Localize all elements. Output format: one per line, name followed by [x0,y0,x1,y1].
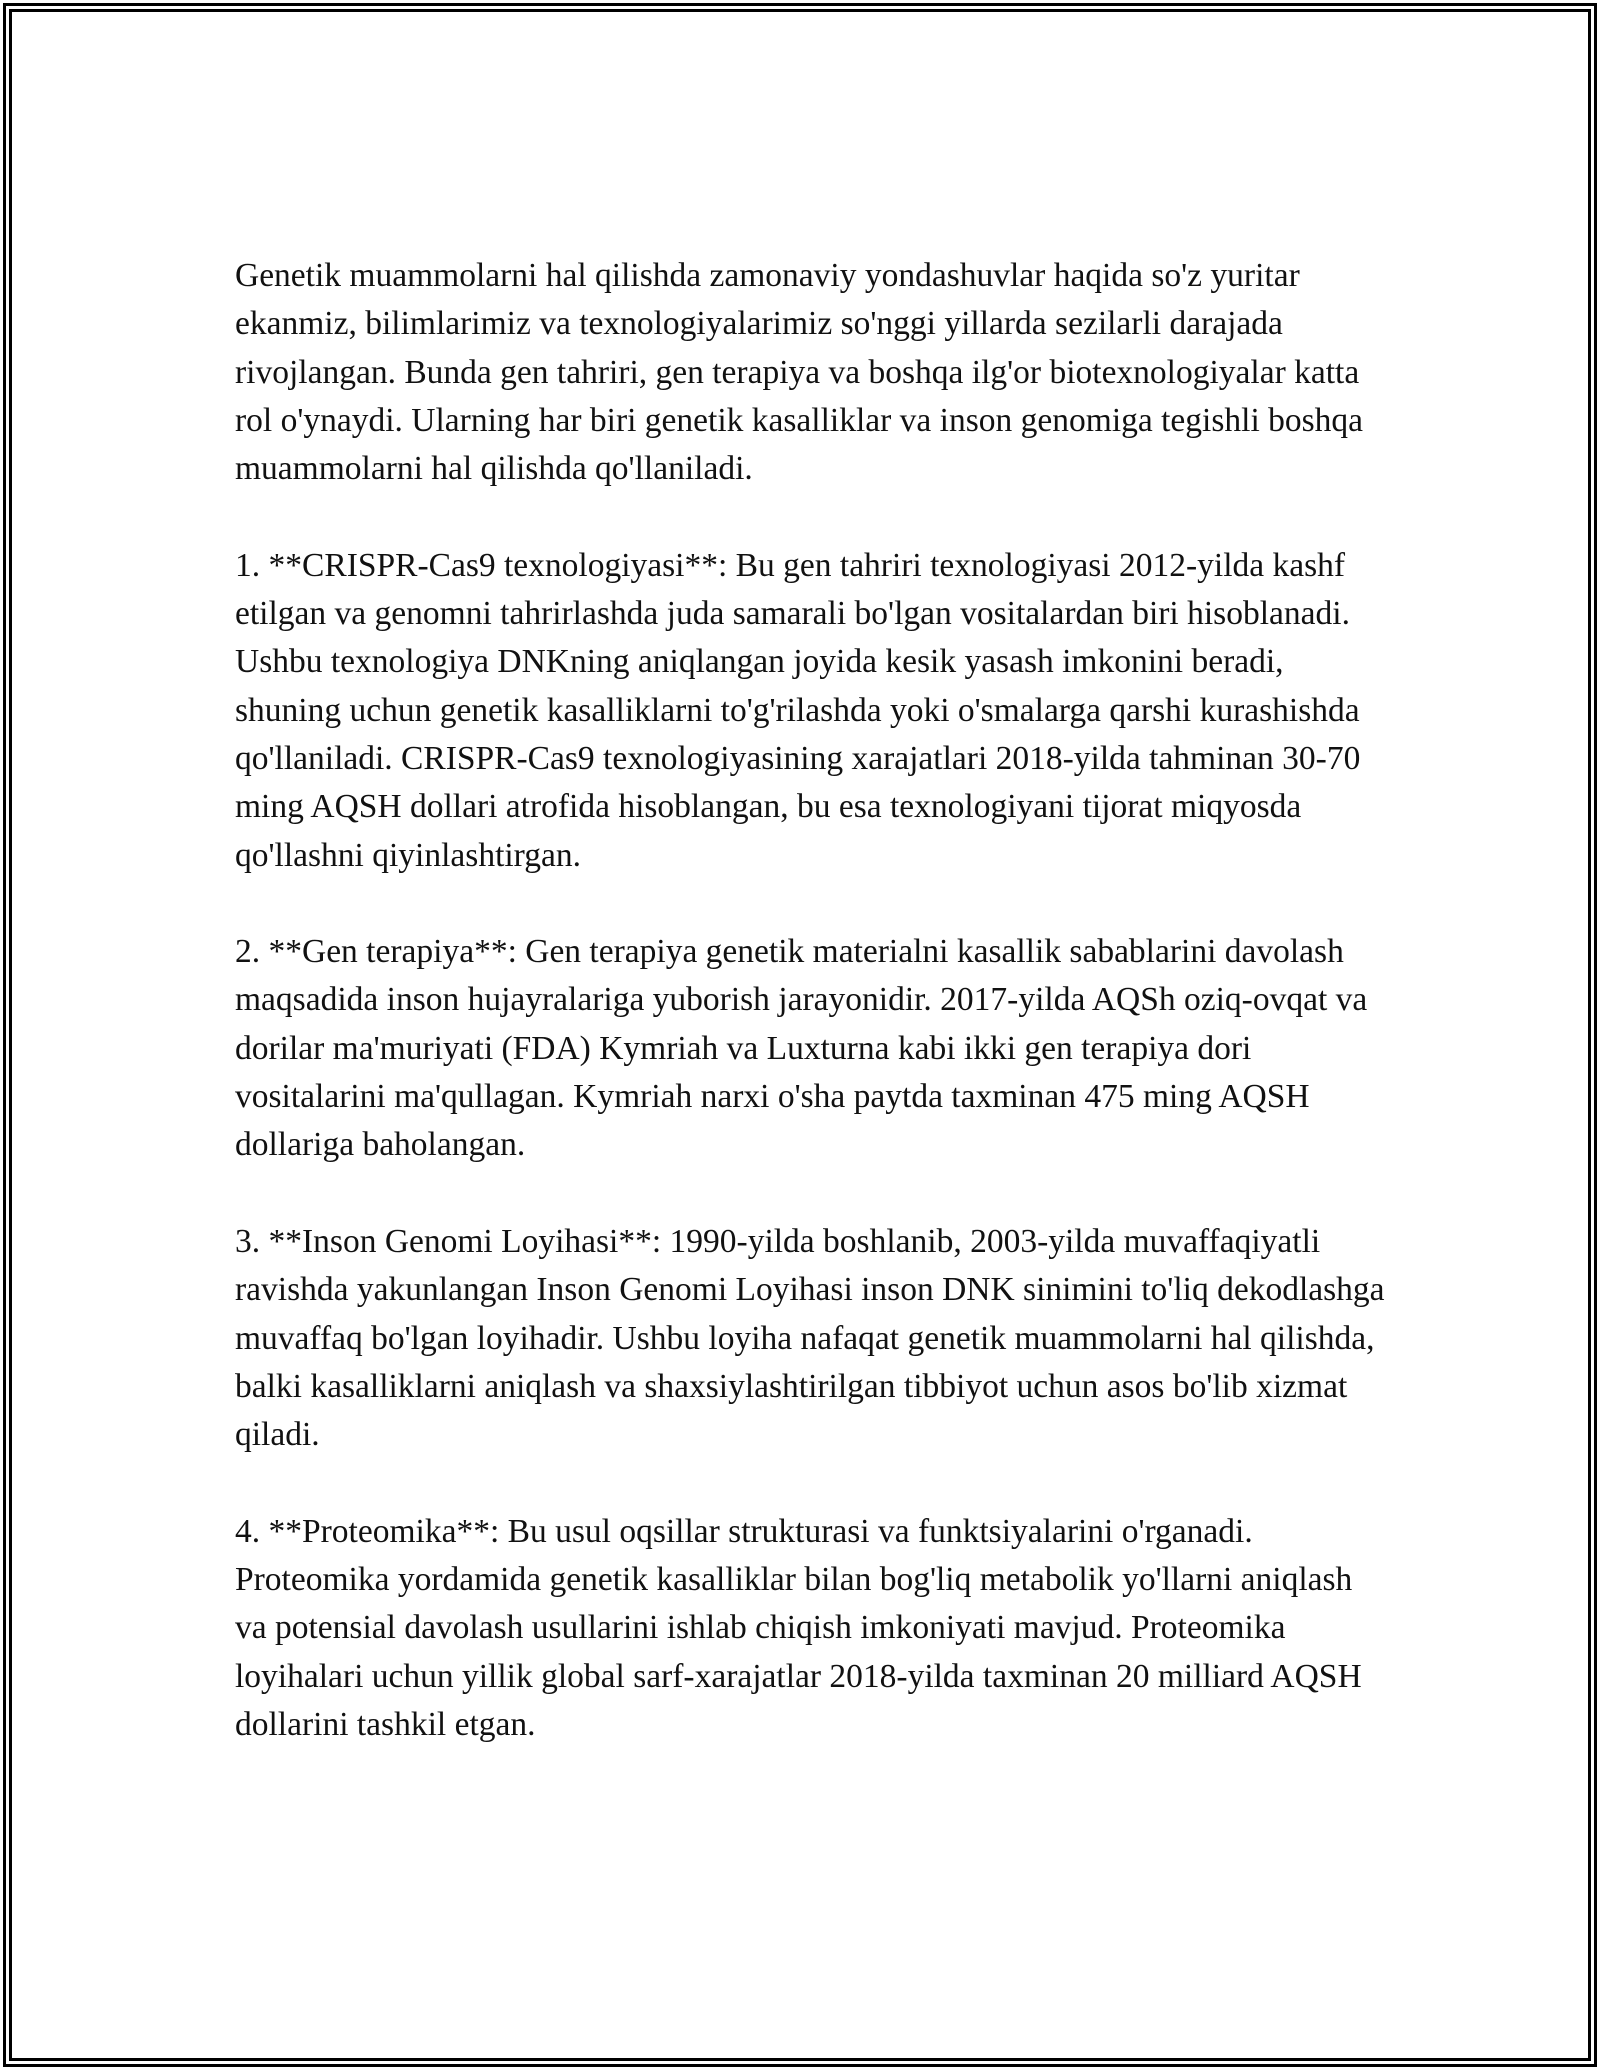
gene-therapy-paragraph: 2. **Gen terapiya**: Gen terapiya genetik materialni kasallik sabablarini davolash maqsadida inson hujayralariga yuborish jarayonidir. 2017-yilda AQSh oziq-ovqat va dorilar ma'muriyati (FDA) Kymriah va Luxturna kabi ikki gen terapiya dori vositalarini ma'qullagan. Kymriah narxi o'sha paytda taxminan 475 ming AQSH dollariga baholangan. [235,933,1368,1164]
proteomics-paragraph: 4. **Proteomika**: Bu usul oqsillar strukturasi va funktsiyalarini o'rganadi. Proteomika yordamida genetik kasalliklar bilan bog'liq metabolik yo'llarni aniqlash va potensial davolash usullarini ishlab chiqish imkoniyati mavjud. Proteomika loyihalari uchun yillik global sarf-xarajatlar 2018-yilda taxminan 20 milliard AQSH dollarini tashkil etgan. [235,1512,1362,1743]
intro-paragraph: Genetik muammolarni hal qilishda zamonaviy yondashuvlar haqida so'z yuritar ekanmiz, bilimlarimiz va texnologiyalarimiz so'nggi yillarda sezilarli darajada rivojlangan. Bunda gen tahriri, gen terapiya va boshqa ilg'or biotexnologiyalar katta rol o'ynaydi. Ularning har biri genetik kasalliklar va inson genomiga tegishli boshqa muammolarni hal qilishda qo'llaniladi. [235,257,1364,488]
crispr-paragraph: 1. **CRISPR-Cas9 texnologiyasi**: Bu gen tahriri texnologiyasi 2012-yilda kashf etilgan va genomni tahrirlashda juda samarali bo'lgan vositalardan biri hisoblanadi. Ushbu texnologiya DNKning aniqlangan joyida kesik yasash imkonini beradi, shuning uchun genetik kasalliklarni to'g'rilashda yoki o'smalarga qarshi kurashishda qo'llaniladi. CRISPR-Cas9 texnologiyasining xarajatlari 2018-yilda tahminan 30-70 ming AQSH dollari atrofida hisoblangan, bu esa texnologiyani tijorat miqyosda qo'llashni qiyinlashtirgan. [235,546,1361,874]
document-body [235,252,1385,1798]
human-genome-project-paragraph: 3. **Inson Genomi Loyihasi**: 1990-yilda boshlanib, 2003-yilda muvaffaqiyatli ravishda yakunlangan Inson Genomi Loyihasi inson DNK sinimini to'liq dekodlashga muvaffaq bo'lgan loyihadir. Ushbu loyiha nafaqat genetik muammolarni hal qilishda, balki kasalliklarni aniqlash va shaxsiylashtirilgan tibbiyot uchun asos bo'lib xizmat qiladi. [235,1222,1385,1454]
